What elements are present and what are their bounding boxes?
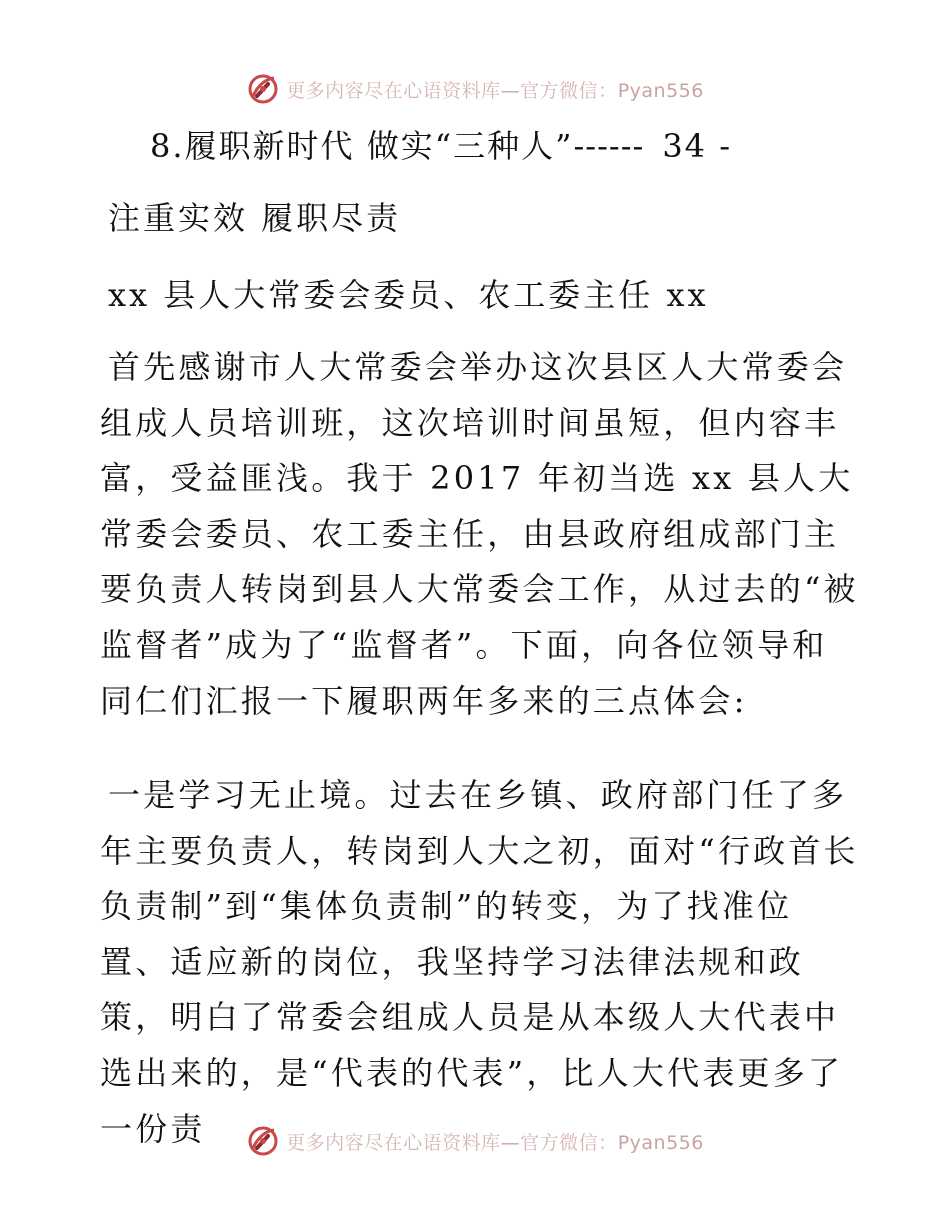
watermark-wechat-id: Pyan556 <box>617 1131 704 1154</box>
header-watermark-banner <box>0 72 950 106</box>
article-author: xx 县人大常委会委员、农工委主任 xx <box>108 276 709 314</box>
watermark-site-text: 更多内容尽在心语资料库 <box>286 1131 501 1154</box>
watermark-text <box>286 1128 704 1155</box>
watermark-separator: — <box>500 79 521 102</box>
footer-watermark-banner <box>0 1124 950 1158</box>
watermark-text <box>286 76 704 103</box>
toc-entry-title: 8.履职新时代 做实“三种人” <box>150 127 574 165</box>
watermark-wechat-label: 官方微信： <box>520 79 618 102</box>
body-paragraph: 首先感谢市人大常委会举办这次县区人大常委会组成人员培训班，这次培训时间虽短，但内容丰富，受益匪浅。我于 2017 年初当选 xx 县人大常委会委员、农工委主任，由县政府组成部门主要负责人转岗到县人大常委会工作，从过去的“被监督者”成为了“监督者”。下面，向各位领导和同仁们汇报一下履职两年多来的三点体会: <box>100 348 859 720</box>
watermark-separator: — <box>500 1131 521 1154</box>
watermark-wechat-id: Pyan556 <box>617 79 704 102</box>
pen-swirl-logo-icon <box>246 1124 280 1158</box>
pen-swirl-logo-icon <box>246 72 280 106</box>
toc-page-number: 34 - <box>662 127 733 165</box>
watermark-site-text: 更多内容尽在心语资料库 <box>286 79 501 102</box>
toc-entry-line <box>150 128 732 164</box>
toc-leader: ------ <box>573 127 645 165</box>
article-title: 注重实效 履职尽责 <box>108 199 402 237</box>
watermark-wechat-label: 官方微信： <box>520 1131 618 1154</box>
body-paragraph: 一是学习无止境。过去在乡镇、政府部门任了多年主要负责人，转岗到人大之初，面对“行政首长负责制”到“集体负责制”的转变，为了找准位置、适应新的岗位，我坚持学习法律法规和政策，明白了常委会组成人员是从本级人大代表中选出来的，是“代表的代表”，比人大代表更多了一份责 <box>100 776 859 1148</box>
